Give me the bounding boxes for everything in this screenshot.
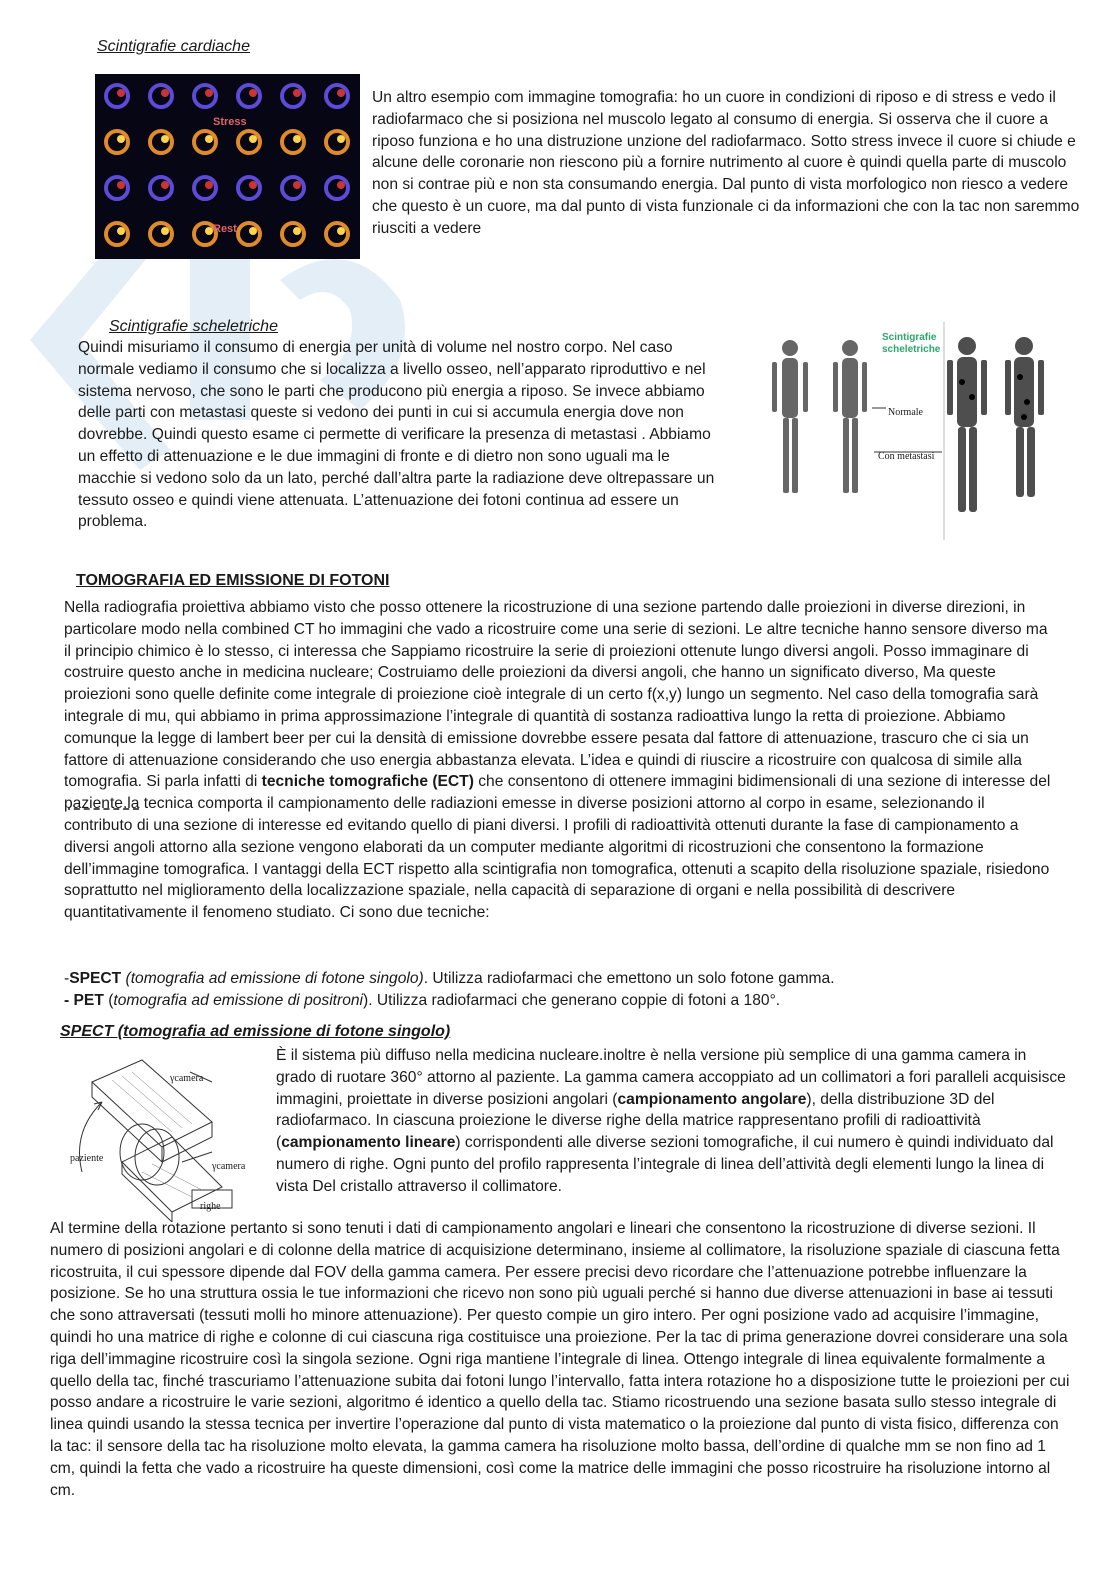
heart-slice-hotspot xyxy=(293,181,301,189)
heart-slice-ring xyxy=(326,177,348,199)
heart-slice-hotspot xyxy=(161,135,169,143)
heart-slice-ring xyxy=(106,131,128,153)
heart-slice-hotspot xyxy=(117,227,125,235)
skeletal-figure-title-line2: scheletriche xyxy=(882,344,941,355)
spect-main-paragraph: Al termine della rotazione pertanto si sono tenuti i dati di campionamento angolari e lineari che consentono la ricostruzione di diverse sezioni. Il numero di posizioni angolari e di colonne della matrice di acquisizione determinano, insieme al collimatore, la risoluzione spaziale di ciascuna fetta ricostruita, il cui spessore dipende dal FOV della gamma camera. Per essere precisi devo ricordare che l’attenuazione potrebbe influenzare la posizione. Se ho una struttura ossia le tue informazioni che ricevo non sono più uguali perché si hanno due diverse attenuazioni in base ai tessuti che sono attraversati (tessuti molli ho minore attenuazione). Per questo compie un giro intero. Per ogni posizione vado ad acquisire l’immagine, quindi ho una matrice di righe e colonne di cui ciascuna riga costituisce una proiezione. Per la tac di prima generazione dovrei considerare una sola riga dell’immagine ricostruire così la singola sezione. Ogni riga mantiene l’integrale di linea. Ottengo integrale di linea equivalente formalmente a quello della tac, finché trascuriamo l’attenuazione subita dai fotoni lungo l’intervallo, fatta intera rotazione ho a disposizione tutte le proiezioni per cui posso andare a ricostruire le varie sezioni, algoritmo é identico a quello della tac. Stiamo ricostruendo una sezione basata sullo stesso integrale di linea quindi usando la stessa tecnica per invertire l’operazione dal punto di vista matematico o la proiezione dal punto di vista fisico, differenza con la tac: il sensore della tac ha risoluzione molto elevata, la gamma camera ha risoluzione molto bassa, dell’ordine di qualche mm se non fino ad 1 cm, quindi la fetta che vado a ricostruire ha queste dimensioni, così come la matrice delle immagini che posso ricostruire ha risoluzione intorno al cm. xyxy=(50,1220,1070,1499)
label-camera-top: γcamera xyxy=(170,1073,204,1084)
cardiac-scintigraphy-image xyxy=(95,74,360,259)
heart-slice-hotspot xyxy=(161,227,169,235)
heart-slice-hotspot xyxy=(337,181,345,189)
heart-slice-ring xyxy=(326,131,348,153)
heart-slice-hotspot xyxy=(337,135,345,143)
heart-slice-hotspot xyxy=(293,227,301,235)
section-heading-tomografia: TOMOGRAFIA ED EMISSIONE DI FOTONI xyxy=(76,572,390,589)
cardiac-paragraph: Un altro esempio com immagine tomografia: ho un cuore in condizioni di riposo e di stress e vedo il radiofarmaco che si posiziona nel muscolo legato al consumo di energia. Si osserva che il cuore a riposo funziona e ho una distruzione unzione del radiofarmaco. Sotto stress invece il cuore si chiude e alcune delle coronarie non riescono più a fornire nutrimento al cuore è quindi quella parte di muscolo non si contrae più e non sta consumando energia. Dal punto di vista morfologico non riesco a vedere che questo è un cuore, ma dal punto di vista funzionale ci da informazioni che con la tac non saremmo riusciti a vedere xyxy=(372,89,1080,237)
heart-slice-ring xyxy=(282,85,304,107)
heart-slice-ring xyxy=(150,131,172,153)
heart-slice-ring xyxy=(106,177,128,199)
heart-slice-ring xyxy=(282,131,304,153)
heart-slice-hotspot xyxy=(249,227,257,235)
heart-slice-ring xyxy=(326,223,348,245)
spect-p-b: ), della distribuzione 3D del radiofarmaco. In ciascuna proiezione le diverse righe della matrice rappresentano profili di radioattività ( xyxy=(276,1090,995,1152)
heart-slice-hotspot xyxy=(249,135,257,143)
heart-slice-hotspot xyxy=(337,89,345,97)
heart-slice-ring xyxy=(150,223,172,245)
gamma-camera-drawing xyxy=(62,1052,262,1222)
heart-slice-hotspot xyxy=(117,135,125,143)
pet-definition-line: - PET (tomografia ad emissione di positroni). Utilizza radiofarmaci che generano coppie di fotoni a 180°. xyxy=(64,992,781,1009)
heart-slice-hotspot xyxy=(293,89,301,97)
spect-prefix: - xyxy=(64,970,70,987)
spect-bold-lineare: campionamento lineare xyxy=(281,1134,456,1152)
heart-slice-hotspot xyxy=(249,181,257,189)
pet-prefix: - xyxy=(64,992,74,1009)
spect-diagram xyxy=(62,1052,262,1222)
heart-slice-ring xyxy=(150,85,172,107)
p1-text-a: Nella radiografia proiettiva abbiamo visto che posso ottenere la ricostruzione di una sezione partendo dalle proiezioni in diverse direzioni, in particolare modo nella combined CT ho immagini che vado a ricostruire come una serie di sezioni. Le altre tecniche hanno sensore diverso ma il principio chimico è lo stesso, ci interessa che Sappiamo ricostruire la serie di proiezioni ottenute lungo diversi angoli. Posso immaginare di costruire questo anche in medicina nucleare; Costruiamo delle proiezioni da diversi angoli, che hanno un significato diverso, Ma queste proiezioni sono quelle definite come integrale di proiezione cioè integrale di un certo f(x,y) lungo un segmento. Nel caso della tomografia sarà integrale di mu, qui abbiamo in prima approssimazione l’integrale di quantità di sostanza radioattiva lungo la retta di proiezione. Abbiamo comunque la legge di lambert beer per cui la densità di emissione dovrebbe essere pesata dal fattore di attenuazione, trascuro che ci sia un fattore di attenuazione considerando che uso energia abbastanza elevata. L’idea e quindi di riuscire a ricostruire con qualcosa di simile alla tomografia. Si parla infatti di xyxy=(64,599,1048,791)
heart-slice-ring xyxy=(194,85,216,107)
heart-slice-hotspot xyxy=(293,135,301,143)
stress-label: Stress xyxy=(213,116,247,128)
spect-p-c: ) corrispondenti alle diverse sezioni tomografiche, il cui numero è quindi individuato dal numero di righe. Ogni punto del profilo rappresenta l’integrale di linea dell’attività degli elementi lungo la linea di vista Del cristallo attraverso il collimatore. xyxy=(276,1134,1054,1195)
tomografia-paragraph xyxy=(64,597,1054,924)
spect-p-a: È il sistema più diffuso nella medicina nucleare.inoltre è nella versione più semplice di una gamma camera in grado di ruotare 360° attorno al paziente. La gamma camera accoppiato ad un collimatori a fori paralleli acquisisce immagini, proiettate in diverse posizioni angolari ( xyxy=(276,1047,1066,1108)
label-righe: righe xyxy=(200,1201,221,1212)
heart-slice-ring xyxy=(282,223,304,245)
spect-intro-paragraph xyxy=(276,1045,1066,1198)
heart-slice-ring xyxy=(238,177,260,199)
spect-bold: SPECT xyxy=(69,970,122,987)
spect-bold-angolare: campionamento angolare xyxy=(617,1090,807,1108)
heart-slice-hotspot xyxy=(205,227,213,235)
heart-slice-ring xyxy=(238,223,260,245)
p1-text-b: che consentono di ottenere immagini bidimensionali di una sezione di interesse del xyxy=(473,773,1051,791)
p1-text-c: tecnica comporta il campionamento delle radiazioni emesse in diverse posizioni attorno al corpo in esame, selezionando il contributo di una sezione di interesse ed evitando quello di piani diversi. I profili di radioattività ottenuti durante la fase di campionamento a diversi angoli attorno alla sezione vengono elaborati da un computer mediante algoritmi di ricostruzioni che consentono la formazione dell’immagine tomografica. I vantaggi della ECT rispetto alla scintigrafia non tomografica, ottenuti a scapito della risoluzione spaziale, risiedono soprattutto nel miglioramento della localizzazione spaziale, nella capacità di separazione di organi e nella possibilità di descrivere quantitativamente il fenomeno studiato. Ci sono due tecniche: xyxy=(64,795,1050,922)
p1-bold-ect: tecniche tomografiche (ECT) xyxy=(261,773,474,791)
section-heading-skeletal: Scintigrafie scheletriche xyxy=(109,318,278,335)
pet-bold: PET xyxy=(73,992,104,1009)
heart-slice-ring xyxy=(150,177,172,199)
heart-slice-ring xyxy=(282,177,304,199)
heart-slice-hotspot xyxy=(249,89,257,97)
heart-slice-ring xyxy=(194,177,216,199)
heart-slice-ring xyxy=(238,85,260,107)
skeletal-paragraph: Quindi misuriamo il consumo di energia per unità di volume nel nostro corpo. Nel caso normale vediamo il consumo che si localizza a livello osseo, nell’apparato riproduttivo e nel sistema nervoso, che sono le parti che producono più energia a riposo. Se invece abbiamo delle parti con metastasi queste si vedono dei punti in cui si accumula energia dove non dovrebbe. Quindi questo esame ci permette di verificare la presenza di metastasi . Abbiamo un effetto di attenuazione e le due immagini di fronte e di dietro non sono uguali ma le macchie si vedono solo da un lato, perché dall’altra parte la radiazione deve oltrepassare un tessuto osseo e quindi viene attenuata. L’attenuazione dei fotoni continua ad essere un problema. xyxy=(78,339,715,531)
skeletal-figure-title xyxy=(882,332,940,356)
spect-rest: . Utilizza radiofarmaci che emettono un solo fotone gamma. xyxy=(423,970,835,987)
heart-slice-ring xyxy=(106,223,128,245)
label-paziente: paziente xyxy=(70,1153,104,1164)
heart-slice-hotspot xyxy=(205,135,213,143)
label-camera-bottom: γcamera xyxy=(212,1161,246,1172)
section-heading-cardiac: Scintigrafie cardiache xyxy=(97,38,250,55)
skeletal-figure-title-line1: Scintigrafie xyxy=(882,332,937,343)
label-con-metastasi: Con metastasi xyxy=(878,451,935,462)
heart-slice-ring xyxy=(106,85,128,107)
heart-slice-ring xyxy=(238,131,260,153)
rest-label: Rest xyxy=(213,223,237,235)
pet-italic: tomografia ad emissione di positroni xyxy=(113,992,364,1009)
heart-slice-hotspot xyxy=(161,89,169,97)
heart-slice-hotspot xyxy=(117,89,125,97)
label-normale: Normale xyxy=(888,407,923,418)
heart-slice-ring xyxy=(326,85,348,107)
heart-slice-hotspot xyxy=(161,181,169,189)
heart-slice-ring xyxy=(194,131,216,153)
skeletal-scintigraphy-image xyxy=(762,322,1058,540)
spect-definition-line xyxy=(64,968,1054,990)
heart-slice-hotspot xyxy=(205,181,213,189)
spect-italic: (tomografia ad emissione di fotone singolo) xyxy=(121,970,424,987)
p1-text-dashed: paziente.la xyxy=(64,795,140,813)
heart-slice-hotspot xyxy=(205,89,213,97)
heart-slice-hotspot xyxy=(117,181,125,189)
pet-rest: ). Utilizza radiofarmaci che generano coppie di fotoni a 180°. xyxy=(363,992,781,1009)
heart-slice-hotspot xyxy=(337,227,345,235)
section-heading-spect: SPECT (tomografia ad emissione di fotone singolo) xyxy=(60,1023,451,1040)
